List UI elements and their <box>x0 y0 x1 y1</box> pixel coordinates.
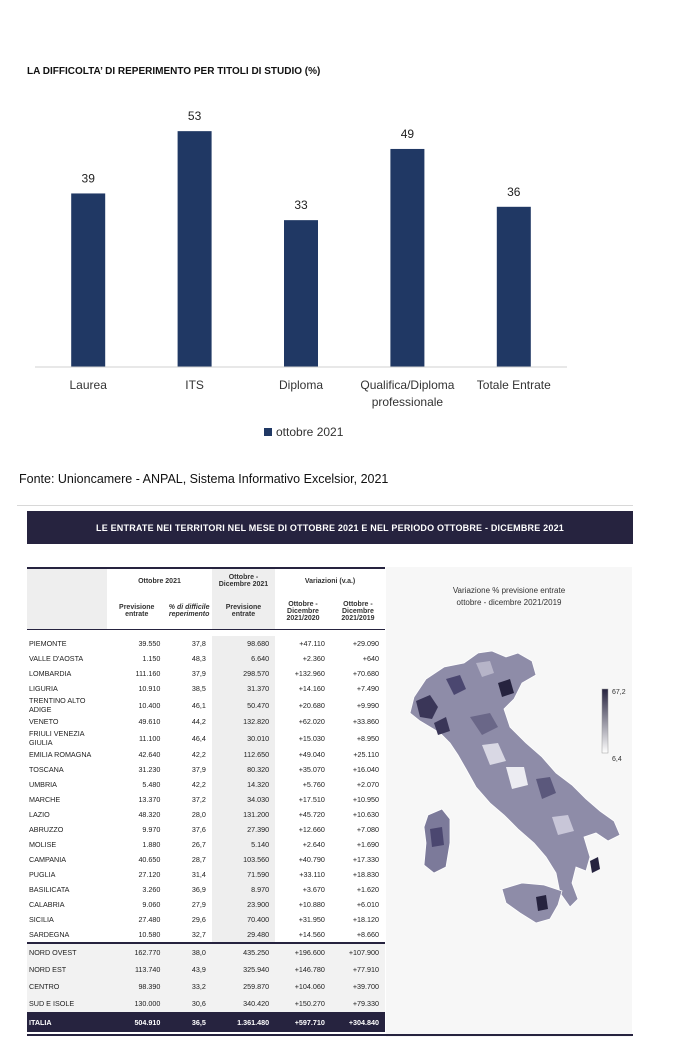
cell-value: +10.630 <box>352 810 379 819</box>
cell-value: +17.330 <box>352 855 379 864</box>
header-periodo <box>212 568 275 593</box>
cell-value: 43,9 <box>166 961 211 978</box>
cell-value: +8.950 <box>356 733 379 743</box>
sub-header-text: reperimento <box>168 611 210 618</box>
total-row-group <box>27 1012 385 1032</box>
row-label: NORD OVEST <box>27 943 107 961</box>
cell-value: +107.900 <box>331 943 385 961</box>
cell-value: +18.120 <box>352 915 379 924</box>
sub-header-previsione <box>107 593 166 630</box>
row-label: EMILIA ROMAGNA <box>29 750 92 759</box>
row-label: ITALIA <box>27 1012 107 1032</box>
header-periodo-l2: Dicembre 2021 <box>218 581 269 588</box>
cell-value: +597.710 <box>275 1012 331 1032</box>
cell-value: +9.990 <box>356 700 379 710</box>
cell-value: 27.390 <box>212 822 275 837</box>
legend-swatch <box>264 428 272 436</box>
cell-value: 38,0 <box>166 943 211 961</box>
table-row <box>27 636 385 651</box>
row-label: NORD EST <box>27 961 107 978</box>
cell-value: 42,2 <box>191 750 206 759</box>
table-group-header <box>27 568 385 593</box>
cell-value: +33.860 <box>352 717 379 726</box>
table-sub-header <box>27 593 385 630</box>
row-label: LIGURIA <box>29 684 58 693</box>
cell-value: 113.740 <box>107 961 166 978</box>
cell-value: 340.420 <box>212 995 275 1012</box>
table-row <box>27 837 385 852</box>
cell-value: +7.490 <box>356 684 379 693</box>
cell-value: 31.230 <box>138 765 161 774</box>
sub-header-text: % di difficile <box>168 604 210 611</box>
table-row <box>27 792 385 807</box>
row-label: ABRUZZO <box>29 825 64 834</box>
row-label: PIEMONTE <box>29 639 67 648</box>
row-label: CALABRIA <box>29 900 65 909</box>
row-label: MOLISE <box>29 840 57 849</box>
map-province-mid <box>430 827 444 847</box>
cell-value: 48,3 <box>191 654 206 663</box>
row-label: TRENTINO ALTO ADIGE <box>29 696 86 714</box>
cell-value: +5.760 <box>302 780 325 789</box>
cell-value: +33.110 <box>299 870 325 879</box>
cell-value: 50.470 <box>212 696 275 714</box>
sub-header-text: 2021/2020 <box>286 614 320 622</box>
color-scale-max-label: 67,2 <box>612 689 626 696</box>
cell-value: 38,5 <box>191 684 206 693</box>
row-label: FRIULI VENEZIA GIULIA <box>29 729 85 747</box>
cell-value: 132.820 <box>212 714 275 729</box>
table-row <box>27 762 385 777</box>
table-row <box>27 747 385 762</box>
cell-value: +3.670 <box>302 885 325 894</box>
cell-value: +70.680 <box>352 669 379 678</box>
cell-value: +2.360 <box>302 654 325 663</box>
category-label: Totale Entrate <box>476 378 551 392</box>
sub-header-text: entrate <box>231 611 256 618</box>
cell-value: 37,2 <box>191 795 206 804</box>
table-row <box>27 927 385 943</box>
row-label: SUD E ISOLE <box>27 995 107 1012</box>
cell-value: 23.900 <box>212 897 275 912</box>
cell-value: 42.640 <box>138 750 161 759</box>
table-row <box>27 714 385 729</box>
sub-header-text: Dicembre <box>342 607 374 615</box>
cell-value: +14.160 <box>298 684 325 693</box>
color-scale-min-label: 6,4 <box>612 756 622 763</box>
cell-value: 5.480 <box>142 780 161 789</box>
sub-header-text: entrate <box>125 611 149 618</box>
table-row <box>27 882 385 897</box>
cell-value: 6.640 <box>212 651 275 666</box>
cell-value: +104.060 <box>275 978 331 995</box>
cell-value: 112.650 <box>212 747 275 762</box>
bar-laurea <box>71 193 105 367</box>
cell-value: 32,7 <box>191 930 206 939</box>
bar-qualifica-diploma-professionale <box>390 149 424 367</box>
macro-row <box>27 978 385 995</box>
cell-value: 33,2 <box>166 978 211 995</box>
cell-value: 162.770 <box>107 943 166 961</box>
row-label: PUGLIA <box>29 870 56 879</box>
cell-value: 31.370 <box>212 681 275 696</box>
row-label: VALLE D'AOSTA <box>29 654 84 663</box>
cell-value: 46,1 <box>191 700 206 710</box>
table-row <box>27 681 385 696</box>
cell-value: 9.970 <box>142 825 161 834</box>
cell-value: 48.320 <box>138 810 161 819</box>
cell-value: +18.830 <box>352 870 379 879</box>
cell-value: 9.060 <box>142 900 161 909</box>
cell-value: +8.660 <box>356 930 379 939</box>
chart-title: LA DIFFICOLTA’ DI REPERIMENTO PER TITOLI DI STUDIO (%) <box>27 66 321 77</box>
cell-value: +49.040 <box>298 750 325 759</box>
cell-value: 37,9 <box>191 765 206 774</box>
cell-value: 14.320 <box>212 777 275 792</box>
cell-value: 27.120 <box>138 870 161 879</box>
cell-value: 27.480 <box>138 915 161 924</box>
cell-value: 71.590 <box>212 867 275 882</box>
cell-value: 36,5 <box>166 1012 211 1032</box>
table-bottom-line <box>27 1034 633 1036</box>
cell-value: 1.880 <box>142 840 161 849</box>
region-rows <box>27 636 385 943</box>
map-province-dark <box>536 895 548 911</box>
data-label: 33 <box>294 198 308 213</box>
cell-value: +1.620 <box>356 885 379 894</box>
category-label: Qualifica/Diploma <box>360 378 455 392</box>
cell-value: +2.070 <box>356 780 379 789</box>
header-periodo-l1: Ottobre - <box>228 574 259 581</box>
cell-value: 30.010 <box>212 729 275 747</box>
cell-value: +62.020 <box>298 717 325 726</box>
cell-value: 298.570 <box>212 666 275 681</box>
map-panel <box>386 567 632 1037</box>
cell-value: +10.880 <box>298 900 325 909</box>
cell-value: 10.580 <box>138 930 161 939</box>
table-row <box>27 897 385 912</box>
table-banner: LE ENTRATE NEI TERRITORI NEL MESE DI OTTOBRE 2021 E NEL PERIODO OTTOBRE - DICEMBRE 2021 <box>27 511 633 544</box>
sub-header-prev2 <box>212 593 275 630</box>
cell-value: +77.910 <box>331 961 385 978</box>
cell-value: 80.320 <box>212 762 275 777</box>
map-title-line-1: Variazione % previsione entrate <box>452 586 566 595</box>
row-label: MARCHE <box>29 795 61 804</box>
cell-value: 34.030 <box>212 792 275 807</box>
row-label: TOSCANA <box>29 765 64 774</box>
category-label: professionale <box>371 395 444 409</box>
cell-value: 504.910 <box>107 1012 166 1032</box>
header-ottobre: Ottobre 2021 <box>107 568 212 593</box>
cell-value: 111.160 <box>135 669 161 678</box>
row-label: BASILICATA <box>29 885 70 894</box>
cell-value: 46,4 <box>191 733 206 743</box>
bar-chart <box>0 100 700 420</box>
cell-value: 325.940 <box>212 961 275 978</box>
cell-value: 37,6 <box>191 825 206 834</box>
cell-value: 29.480 <box>212 927 275 943</box>
macro-row <box>27 961 385 978</box>
cell-value: +304.840 <box>331 1012 385 1032</box>
cell-value: 131.200 <box>212 807 275 822</box>
row-label: CAMPANIA <box>29 855 67 864</box>
cell-value: +1.690 <box>356 840 379 849</box>
cell-value: +10.950 <box>352 795 379 804</box>
cell-value: 1.361.480 <box>212 1012 275 1032</box>
italy-choropleth-map <box>386 567 632 1037</box>
cell-value: +17.510 <box>298 795 325 804</box>
cell-value: 26,7 <box>191 840 206 849</box>
data-label: 36 <box>507 184 521 199</box>
cell-value: +29.090 <box>352 639 379 648</box>
cell-value: 5.140 <box>212 837 275 852</box>
cell-value: +7.080 <box>356 825 379 834</box>
cell-value: 259.870 <box>212 978 275 995</box>
map-province-dark <box>590 857 600 873</box>
sub-header-v2019 <box>331 593 385 630</box>
cell-value: 98.680 <box>212 636 275 651</box>
cell-value: 31,4 <box>191 870 206 879</box>
cell-value: +16.040 <box>352 765 379 774</box>
table-row <box>27 807 385 822</box>
regions-table <box>27 567 385 1032</box>
data-label: 39 <box>81 171 95 186</box>
category-label: Diploma <box>278 378 324 392</box>
cell-value: +45.720 <box>298 810 325 819</box>
sub-header-text: Ottobre - <box>288 600 318 608</box>
source-note: Fonte: Unioncamere - ANPAL, Sistema Informativo Excelsior, 2021 <box>19 472 389 486</box>
sub-header-text: 2021/2019 <box>341 614 375 622</box>
cell-value: 8.970 <box>212 882 275 897</box>
row-label: SICILIA <box>29 915 54 924</box>
cell-value: 103.560 <box>212 852 275 867</box>
color-scale-bar <box>602 689 608 753</box>
row-label: UMBRIA <box>29 780 57 789</box>
cell-value: +35.070 <box>298 765 325 774</box>
table-row <box>27 912 385 927</box>
cell-value: 98.390 <box>107 978 166 995</box>
macro-rows <box>27 943 385 1012</box>
row-label: LAZIO <box>29 810 50 819</box>
table-row <box>27 651 385 666</box>
cell-value: +79.330 <box>331 995 385 1012</box>
cell-value: +25.110 <box>353 750 379 759</box>
cell-value: 28,7 <box>191 855 206 864</box>
row-label: VENETO <box>29 717 59 726</box>
sub-header-text: Dicembre <box>287 607 319 615</box>
cell-value: 29,6 <box>191 915 206 924</box>
bar-its <box>178 131 212 367</box>
cell-value: 28,0 <box>191 810 206 819</box>
row-label: CENTRO <box>27 978 107 995</box>
header-variazioni: Variazioni (v.a.) <box>275 568 385 593</box>
cell-value: +31.950 <box>298 915 325 924</box>
table-row <box>27 696 385 714</box>
category-label: ITS <box>185 378 204 392</box>
cell-value: 1.150 <box>142 654 161 663</box>
sub-header-empty <box>27 593 107 630</box>
cell-value: 10.910 <box>138 684 161 693</box>
cell-value: +2.640 <box>302 840 325 849</box>
cell-value: +150.270 <box>275 995 331 1012</box>
cell-value: 13.370 <box>138 795 161 804</box>
cell-value: +132.960 <box>294 669 325 678</box>
table-row <box>27 777 385 792</box>
cell-value: 37,8 <box>191 639 206 648</box>
category-label: Laurea <box>69 378 107 392</box>
chart-legend <box>264 425 343 439</box>
table-row <box>27 729 385 747</box>
legend-label: ottobre 2021 <box>276 425 344 439</box>
cell-value: 435.250 <box>212 943 275 961</box>
cell-value: 10.400 <box>138 700 161 710</box>
cell-value: 30,6 <box>166 995 211 1012</box>
table-row <box>27 852 385 867</box>
table-row <box>27 867 385 882</box>
cell-value: 44,2 <box>191 717 206 726</box>
cell-value: 49.610 <box>138 717 161 726</box>
cell-value: +196.600 <box>275 943 331 961</box>
divider <box>17 505 633 506</box>
cell-value: +39.700 <box>331 978 385 995</box>
cell-value: +40.790 <box>298 855 325 864</box>
cell-value: 37,9 <box>191 669 206 678</box>
map-title-line-2: ottobre - dicembre 2021/2019 <box>456 598 562 607</box>
cell-value: +640 <box>362 654 379 663</box>
cell-value: +20.680 <box>298 700 325 710</box>
cell-value: +146.780 <box>275 961 331 978</box>
macro-row <box>27 995 385 1012</box>
cell-value: 3.260 <box>142 885 161 894</box>
row-label: LOMBARDIA <box>29 669 72 678</box>
total-row <box>27 1012 385 1032</box>
cell-value: +14.560 <box>298 930 325 939</box>
table-row <box>27 822 385 837</box>
cell-value: +12.660 <box>298 825 325 834</box>
sub-header-text: Ottobre - <box>343 600 373 608</box>
cell-value: +6.010 <box>356 900 379 909</box>
header-empty <box>27 568 107 593</box>
map-sicily <box>502 883 562 923</box>
row-label: SARDEGNA <box>29 930 70 939</box>
cell-value: 42,2 <box>191 780 206 789</box>
sub-header-difficile <box>166 593 211 630</box>
cell-value: 70.400 <box>212 912 275 927</box>
cell-value: +15.030 <box>298 733 325 743</box>
sub-header-v2020 <box>275 593 331 630</box>
bar-totale-entrate <box>497 207 531 367</box>
macro-row <box>27 943 385 961</box>
sub-header-text: Previsione <box>119 604 155 611</box>
data-label: 53 <box>187 109 202 124</box>
cell-value: 11.100 <box>138 733 161 743</box>
bar-diploma <box>284 220 318 367</box>
cell-value: 27,9 <box>191 900 206 909</box>
cell-value: +47.110 <box>299 639 325 648</box>
cell-value: 36,9 <box>191 885 206 894</box>
data-label: 49 <box>400 126 415 141</box>
cell-value: 130.000 <box>107 995 166 1012</box>
table-row <box>27 666 385 681</box>
cell-value: 40.650 <box>138 855 161 864</box>
sub-header-text: Previsione <box>225 604 262 611</box>
cell-value: 39.550 <box>138 639 161 648</box>
